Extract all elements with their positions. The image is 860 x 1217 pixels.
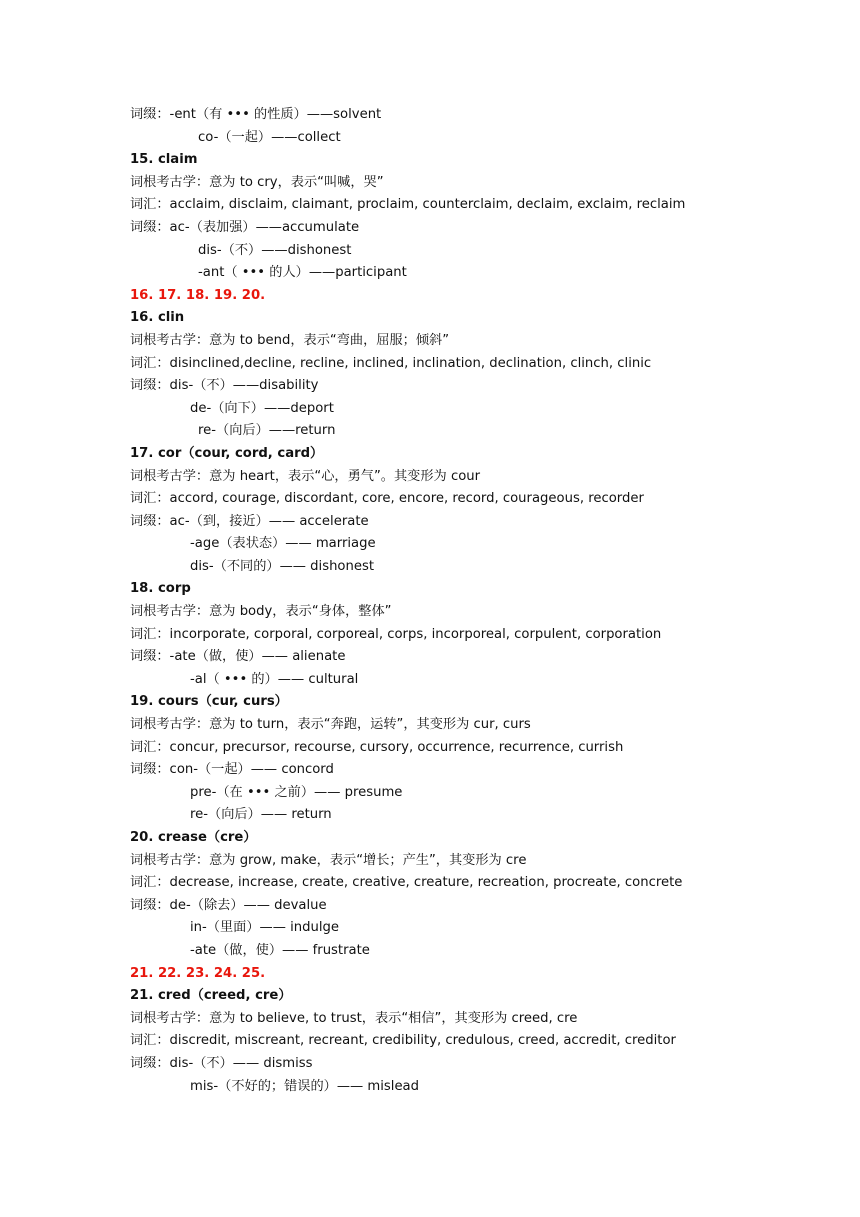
text-line: 词缀：-ent（有 ••• 的性质）——solvent — [130, 107, 382, 122]
text-line: 词汇：disinclined,decline, recline, inclined, inclination, declination, clinch, clinic — [130, 355, 652, 371]
text-line: 词汇：acclaim, disclaim, claimant, proclaim, counterclaim, declaim, exclaim, reclaim — [130, 197, 686, 213]
text-line: 词缀：-ate（做，使）—— alienate — [130, 649, 346, 665]
text-line: 词根考古学：意为 to turn，表示“奔跑，运转”，其变形为 cur, curs — [130, 717, 531, 733]
affix-example-line: de-（向下）——deport — [190, 400, 334, 416]
text-line: 词汇：decrease, increase, create, creative, creature, recreation, procreate, concrete — [130, 875, 683, 891]
root-heading: 18. corp — [130, 581, 191, 597]
affix-example-line: dis-（不同的）—— dishonest — [190, 558, 375, 574]
text-line: 词缀：ac-（到，接近）—— accelerate — [130, 513, 369, 529]
text-line: 词汇：discredit, miscreant, recreant, credibility, credulous, creed, accredit, creditor — [130, 1033, 676, 1049]
affix-example-line: in-（里面）—— indulge — [190, 920, 339, 936]
root-heading: 17. cor（cour, cord, card） — [130, 445, 324, 461]
affix-example-line: pre-（在 ••• 之前）—— presume — [190, 784, 403, 800]
text-line: 词根考古学：意为 to believe, to trust，表示“相信”，其变形为 creed, cre — [130, 1010, 578, 1026]
affix-example-line: -age（表状态）—— marriage — [190, 536, 376, 552]
text-line: 词根考古学：意为 heart，表示“心，勇气”。其变形为 cour — [130, 468, 481, 484]
affix-example-line: re-（向后）——return — [198, 423, 336, 439]
text-line: 词缀：con-（一起）—— concord — [130, 762, 334, 778]
affix-example-line: dis-（不）——dishonest — [198, 242, 352, 258]
affix-example-line: -ate（做，使）—— frustrate — [190, 942, 370, 958]
text-line: 词根考古学：意为 to cry，表示“叫喊，哭” — [130, 174, 384, 190]
root-heading: 20. crease（cre） — [130, 830, 257, 845]
text-line: 词汇：accord, courage, discordant, core, encore, record, courageous, recorder — [130, 491, 644, 507]
affix-example-line: re-（向后）—— return — [190, 807, 332, 823]
text-line: 词缀：de-（除去）—— devalue — [130, 897, 327, 913]
text-line: 词缀：ac-（表加强）——accumulate — [130, 219, 360, 235]
root-heading: 19. cours（cur, curs） — [130, 694, 288, 710]
root-heading: 16. clin — [130, 310, 185, 326]
section-number-group: 16. 17. 18. 19. 20. — [130, 287, 266, 303]
text-line: 词缀：dis-（不）——disability — [130, 378, 319, 394]
document-body — [130, 104, 830, 1098]
text-line: 词根考古学：意为 to bend，表示“弯曲，屈服；倾斜” — [130, 332, 450, 348]
affix-example-line: co-（一起）——collect — [198, 129, 341, 145]
text-line: 词缀：dis-（不）—— dismiss — [130, 1055, 313, 1071]
text-line: 词汇：incorporate, corporal, corporeal, corps, incorporeal, corpulent, corporation — [130, 626, 662, 642]
text-line: 词汇：concur, precursor, recourse, cursory, occurrence, recurrence, currish — [130, 739, 624, 755]
root-heading: 21. cred（creed, cre） — [130, 988, 292, 1004]
section-number-group: 21. 22. 23. 24. 25. — [130, 965, 266, 981]
text-line: 词根考古学：意为 body，表示“身体，整体” — [130, 604, 392, 620]
text-line: 词根考古学：意为 grow, make，表示“增长；产生”，其变形为 cre — [130, 852, 527, 868]
root-heading: 15. claim — [130, 152, 198, 168]
affix-example-line: -al（ ••• 的）—— cultural — [190, 671, 359, 687]
affix-example-line: -ant（ ••• 的人）——participant — [198, 265, 407, 281]
affix-example-line: mis-（不好的；错误的）—— mislead — [190, 1078, 420, 1094]
